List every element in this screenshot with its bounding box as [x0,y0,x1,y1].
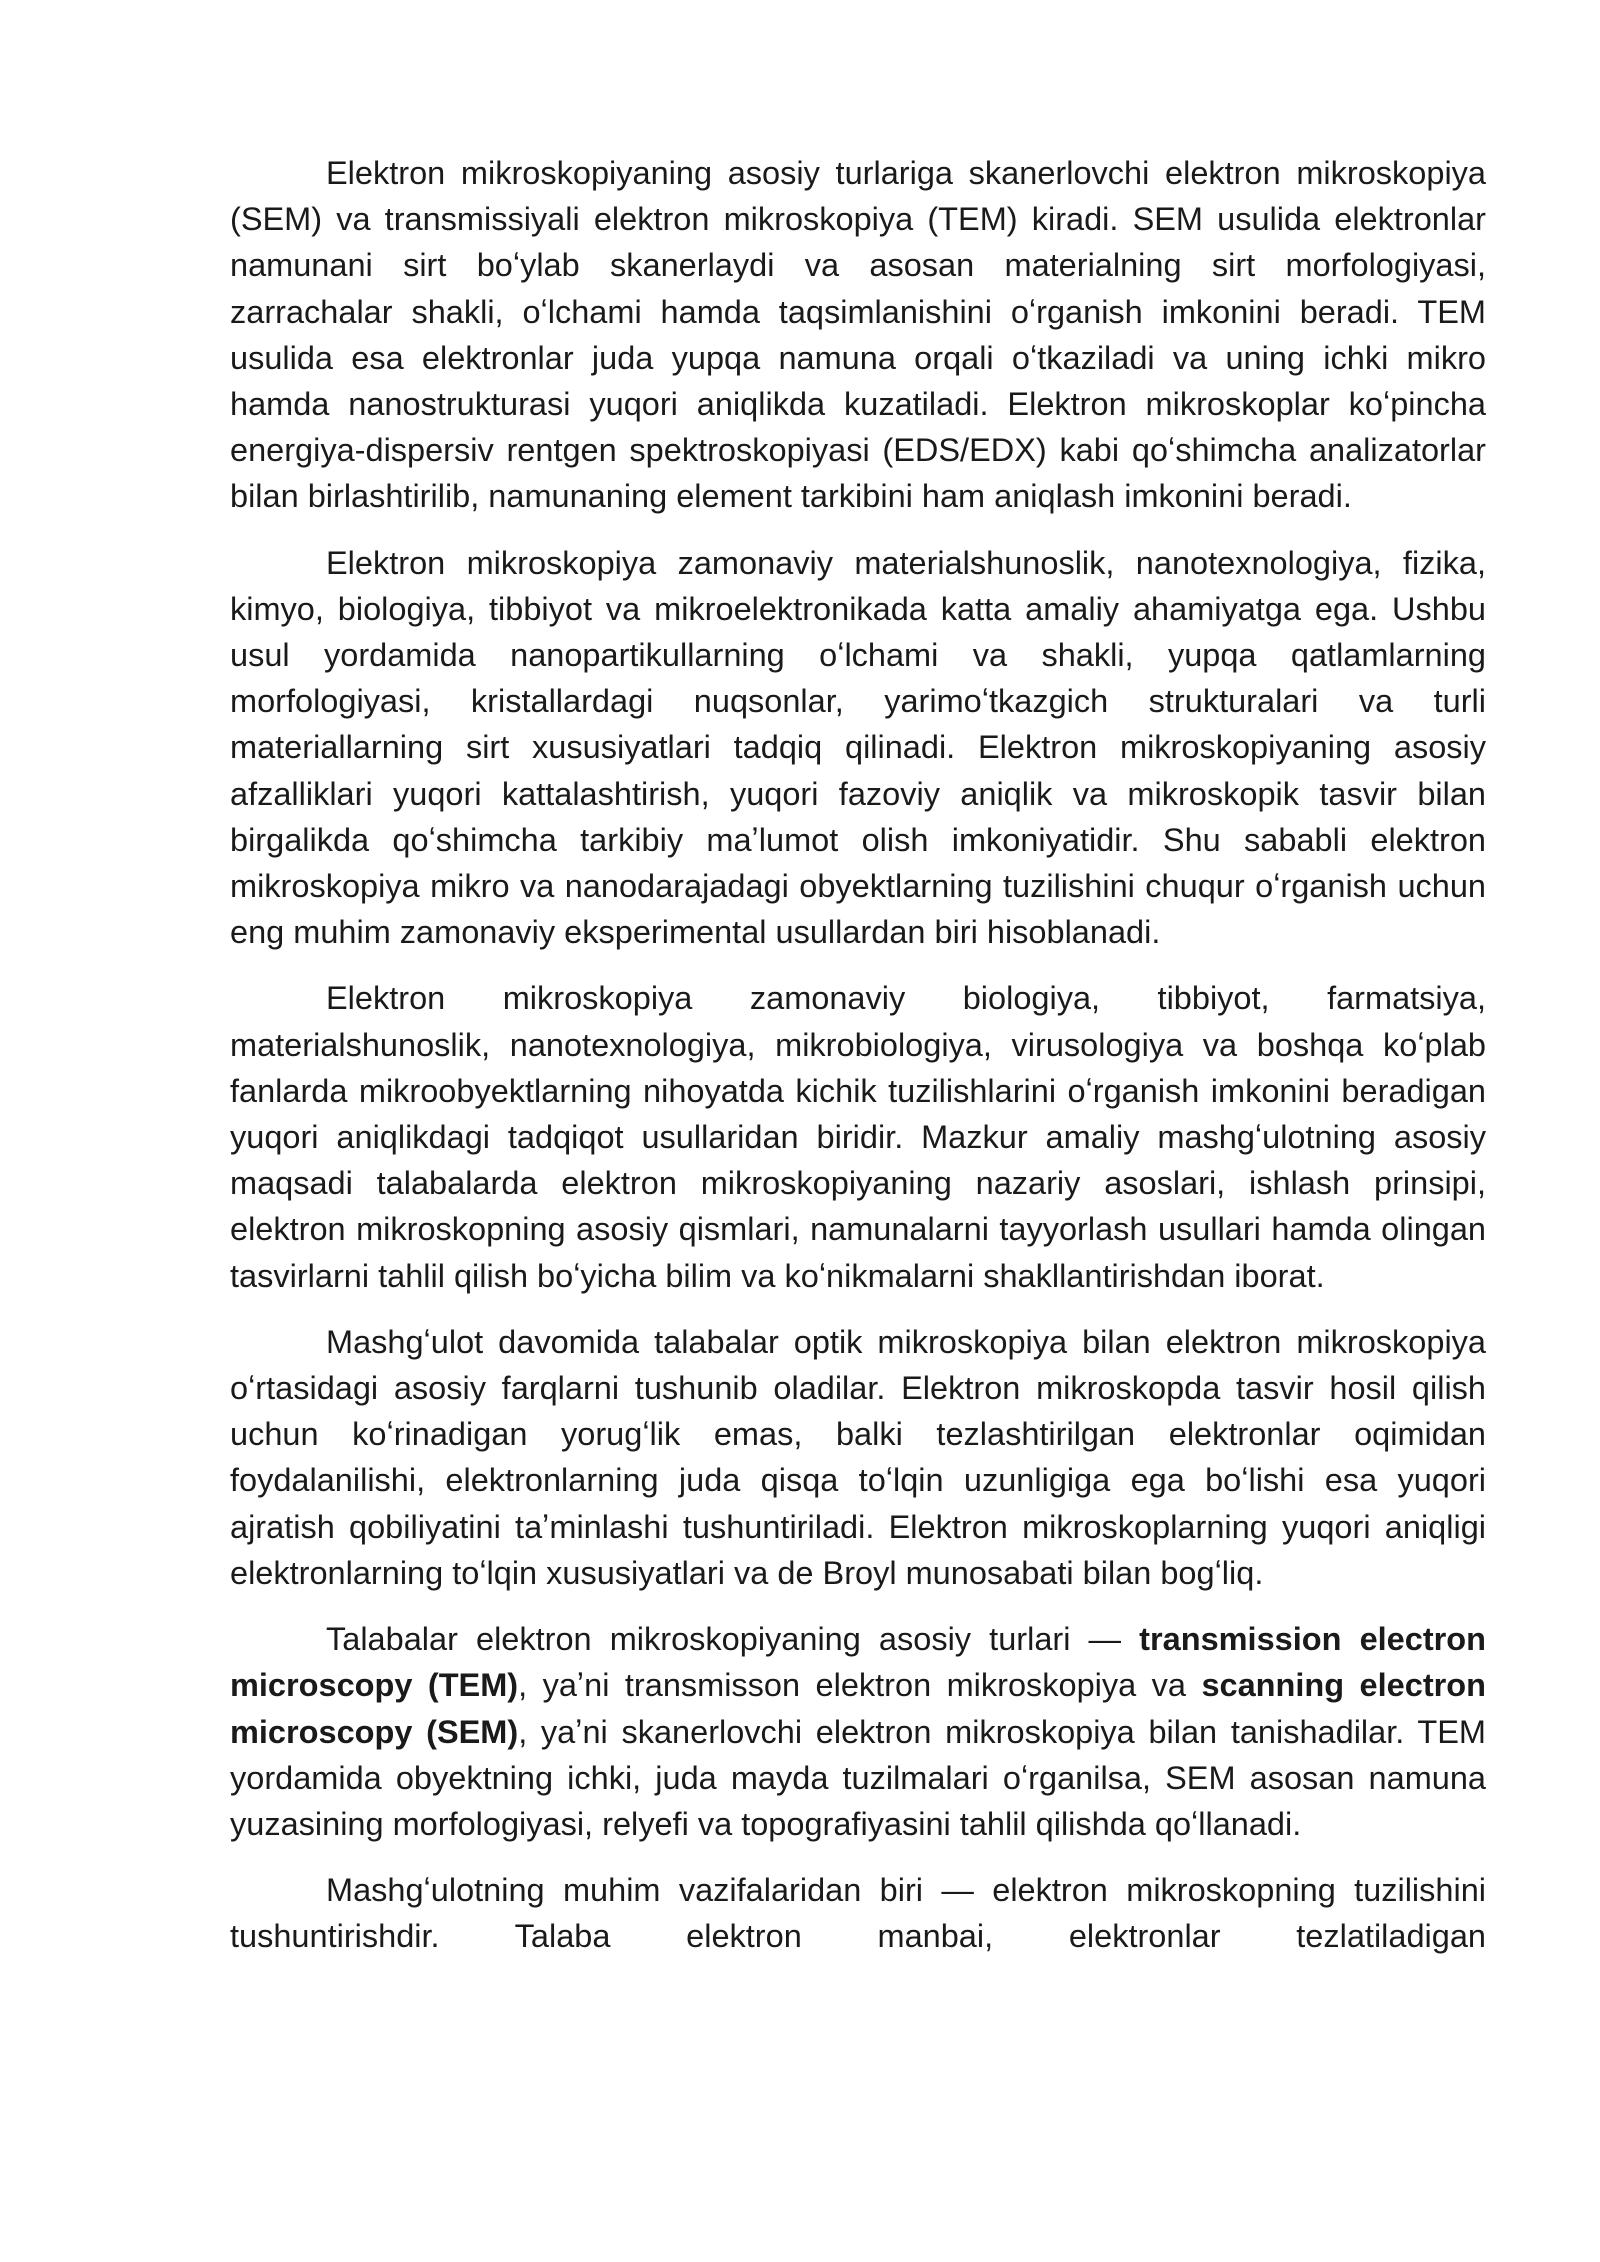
paragraph-1: Elektron mikroskopiyaning asosiy turlariga skanerlovchi elektron mikroskopiya (SEM) va transmissiyali elektron mikroskopiya (TEM) kiradi. SEM usulida elektronlar namunani sirt boʻylab skanerlaydi va asosan materialning sirt morfologiyasi, zarrachalar shakli, oʻlchami hamda taqsimlanishini oʻrganish imkonini beradi. TEM usulida esa elektronlar juda yupqa namuna orqali oʻtkaziladi va uning ichki mikro hamda nanostrukturasi yuqori aniqlikda kuzatiladi. Elektron mikroskoplar koʻpincha energiya-dispersiv rentgen spektroskopiyasi (EDS/EDX) kabi qoʻshimcha analizatorlar bilan birlashtirilib, namunaning element tarkibini ham aniqlash imkonini beradi. [230,155,1486,515]
term-tem: transmission electron microscopy (TEM) [230,1621,1486,1704]
paragraph-5-text-a: Talabalar elektron mikroskopiyaning asosiy turlari — [326,1621,1140,1658]
paragraph-5-text-c: , yaʼni skanerlovchi elektron mikroskopiya bilan tanishadilar. TEM yordamida obyektning ichki, juda mayda tuzilmalari oʻrganilsa, SEM asosan namuna yuzasining morfologiyasi, relyefi va topografiyasini tahlil qilishda qoʻllanadi. [230,1713,1486,1842]
paragraph-5-text-b: , yaʼni transmisson elektron mikroskopiya va [518,1667,1202,1704]
paragraph-4: Mashgʻulot davomida talabalar optik mikroskopiya bilan elektron mikroskopiya oʻrtasidagi asosiy farqlarni tushunib oladilar. Elektron mikroskopda tasvir hosil qilish uchun koʻrinadigan yorugʻlik emas, balki tezlashtirilgan elektronlar oqimidan foydalanilishi, elektronlarning juda qisqa toʻlqin uzunligiga ega boʻlishi esa yuqori ajratish qobiliyatini taʼminlashi tushuntiriladi. Elektron mikroskoplarning yuqori aniqligi elektronlarning toʻlqin xususiyatlari va de Broyl munosabati bilan bogʻliq. [230,1323,1486,1591]
paragraph-3: Elektron mikroskopiya zamonaviy biologiya, tibbiyot, farmatsiya, materialshunoslik, nanotexnologiya, mikrobiologiya, virusologiya va boshqa koʻplab fanlarda mikroobyektlarning nihoyatda kichik tuzilishlarini oʻrganish imkonini beradigan yuqori aniqlikdagi tadqiqot usullaridan biridir. Mazkur amaliy mashgʻulotning asosiy maqsadi talabalarda elektron mikroskopiyaning nazariy asoslari, ishlash prinsipi, elektron mikroskopning asosiy qismlari, namunalarni tayyorlash usullari hamda olingan tasvirlarni tahlil qilish boʻyicha bilim va koʻnikmalarni shakllantirishdan iborat. [230,980,1486,1294]
paragraph-6: Mashgʻulotning muhim vazifalaridan biri — elektron mikroskopning tuzilishini tushuntirishdir. Talaba elektron manbai, elektronlar tezlatiladigan [230,1872,1486,1955]
paragraph-2: Elektron mikroskopiya zamonaviy materialshunoslik, nanotexnologiya, fizika, kimyo, biologiya, tibbiyot va mikroelektronikada katta amaliy ahamiyatga ega. Ushbu usul yordamida nanopartikullarning oʻlchami va shakli, yupqa qatlamlarning morfologiyasi, kristallardagi nuqsonlar, yarimoʻtkazgich strukturalari va turli materiallarning sirt xususiyatlari tadqiq qilinadi. Elektron mikroskopiyaning asosiy afzalliklari yuqori kattalashtirish, yuqori fazoviy aniqlik va mikroskopik tasvir bilan birgalikda qoʻshimcha tarkibiy maʼlumot olish imkoniyatidir. Shu sababli elektron mikroskopiya mikro va nanodarajadagi obyektlarning tuzilishini chuqur oʻrganish uchun eng muhim zamonaviy eksperimental usullardan biri hisoblanadi. [230,544,1486,951]
document-body [230,150,1486,1980]
paragraph-5 [230,1616,1486,1847]
term-sem: scanning electron microscopy (SEM) [230,1667,1486,1750]
